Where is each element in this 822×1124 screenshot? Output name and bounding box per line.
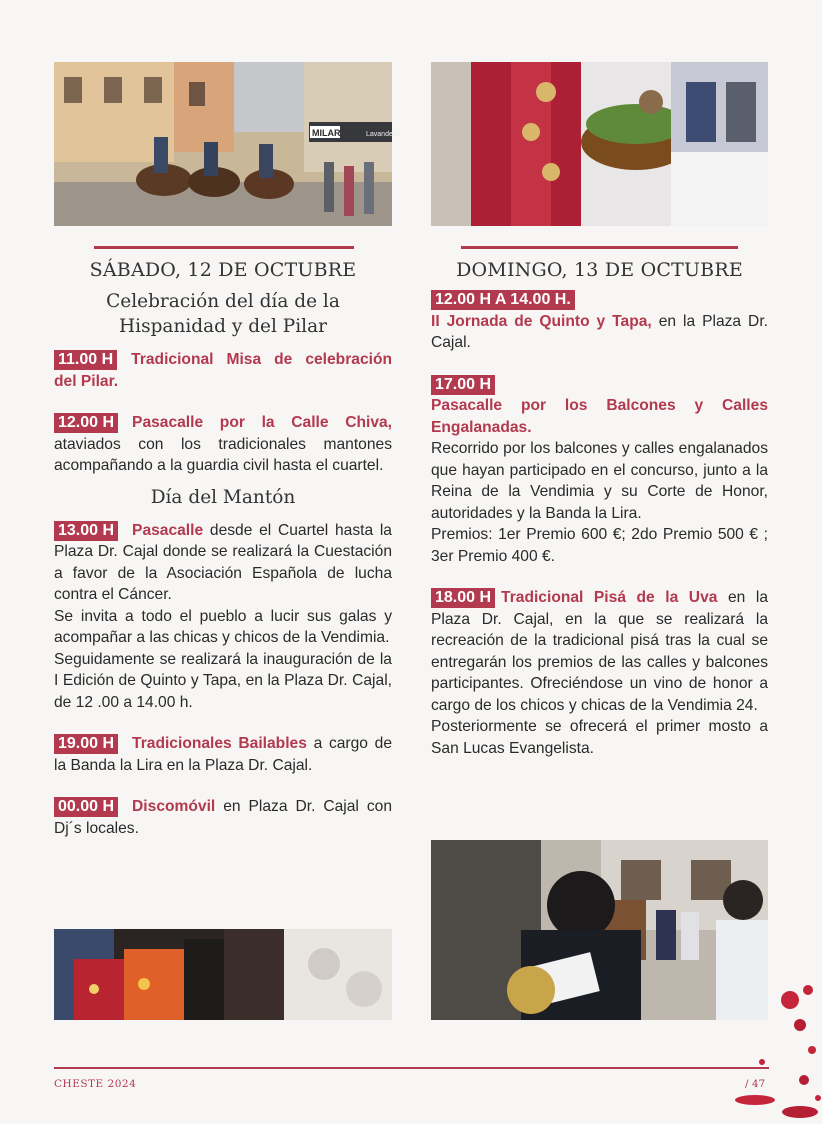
manton-subtitle: Día del Mantón xyxy=(150,486,296,508)
event-description: Premios: 1er Premio 600 €; 2do Premio 500 € ; 3er Premio 400 €. xyxy=(431,526,768,565)
event-entry xyxy=(54,520,392,714)
horse-riders-parade-photo xyxy=(54,62,401,226)
event-entry xyxy=(54,412,392,477)
event-time: 13.00 H xyxy=(54,521,118,541)
shop-sign-2: Lavanderia xyxy=(366,131,401,138)
event-title: II Jornada de Quinto y Tapa, xyxy=(431,312,652,330)
event-title: Tradicional Pisá de la Uva xyxy=(501,589,718,606)
event-title: Discomóvil xyxy=(132,798,216,815)
event-time: 12.00 H A 14.00 H. xyxy=(431,290,575,310)
event-description: en la Plaza Dr. Cajal, en la que se realizará la recreación de la tradicional pisá tras la cual se entregarán los premios de las calles y balcones participantes. Ofreciéndose un vino de honor a cargo de los chicos y chicas de la Vendimia 24. xyxy=(431,589,768,714)
event-time: 18.00 H xyxy=(431,588,495,608)
event-time: 11.00 H xyxy=(54,350,117,370)
event-entry xyxy=(54,349,392,392)
event-title: Tradicional Misa de celebración del Pilar. xyxy=(54,351,392,390)
footer-rule xyxy=(54,1067,769,1069)
event-title: Pasacalle por la Calle Chiva, xyxy=(132,414,392,431)
event-description: Recorrido por los balcones y calles engalanados que hayan participado en el concurso, junto a la Reina de la Vendimia y su Corte de Honor, autoridades y la Banda la Lira. xyxy=(431,440,768,522)
hispanidad-subtitle: Celebración del día de la Hispanidad y del Pilar xyxy=(106,291,340,337)
event-entry xyxy=(54,733,392,776)
sunday-title: DOMINGO, 13 DE OCTUBRE xyxy=(456,259,743,281)
event-title: Pasacalle xyxy=(132,521,204,539)
event-description: a cargo de la Banda la Lira en la Plaza Dr. Cajal. xyxy=(54,735,392,774)
saturday-title: SÁBADO, 12 DE OCTUBRE xyxy=(89,259,357,281)
sunday-column xyxy=(431,246,768,779)
event-description: en Plaza Dr. Cajal con Dj´s locales. xyxy=(54,798,392,837)
page-number: / 47 xyxy=(745,1078,766,1090)
wine-splatter-decoration xyxy=(730,970,822,1124)
event-time: 17.00 H xyxy=(431,375,495,395)
band-musicians-photo xyxy=(431,840,768,1020)
event-description: ataviados con los tradicionales mantones acompañando a la guardia civil hasta el cuartel. xyxy=(54,435,392,474)
traditional-costume-basket-photo xyxy=(431,62,768,226)
event-description: Seguidamente se realizará la inauguración de la I Edición de Quinto y Tapa, en la Plaza Dr. Cajal, de 12 .00 a 14.00 h. xyxy=(54,650,392,711)
shop-sign: MILAR xyxy=(312,128,341,138)
event-description: Posteriormente se ofrecerá el primer mosto a San Lucas Evangelista. xyxy=(431,718,768,757)
manton-shawls-photo xyxy=(54,929,392,1020)
event-title: Tradicionales Bailables xyxy=(132,735,307,752)
event-description: Se invita a todo el pueblo a lucir sus galas y acompañar a las chicas y chicos de la Vendimia. xyxy=(54,607,392,646)
event-time: 12.00 H xyxy=(54,413,118,433)
event-title: Pasacalle por los Balcones y Calles Engalanadas. xyxy=(431,397,768,436)
event-entry xyxy=(54,796,392,839)
saturday-column xyxy=(54,246,392,859)
event-description: en la Plaza Dr. Cajal. xyxy=(431,312,768,351)
event-entry xyxy=(431,587,768,759)
event-description: desde el Cuartel hasta la Plaza Dr. Cajal donde se realizará la Cuestación a favor de la Asociación Española de lucha contra el Cáncer. xyxy=(54,521,392,603)
event-time: 00.00 H xyxy=(54,797,118,817)
section-rule xyxy=(94,246,354,249)
event-time: 19.00 H xyxy=(54,734,118,754)
section-rule xyxy=(461,246,738,249)
event-entry xyxy=(431,289,768,354)
event-entry xyxy=(431,374,768,568)
footer-publication: CHESTE 2024 xyxy=(54,1078,137,1090)
